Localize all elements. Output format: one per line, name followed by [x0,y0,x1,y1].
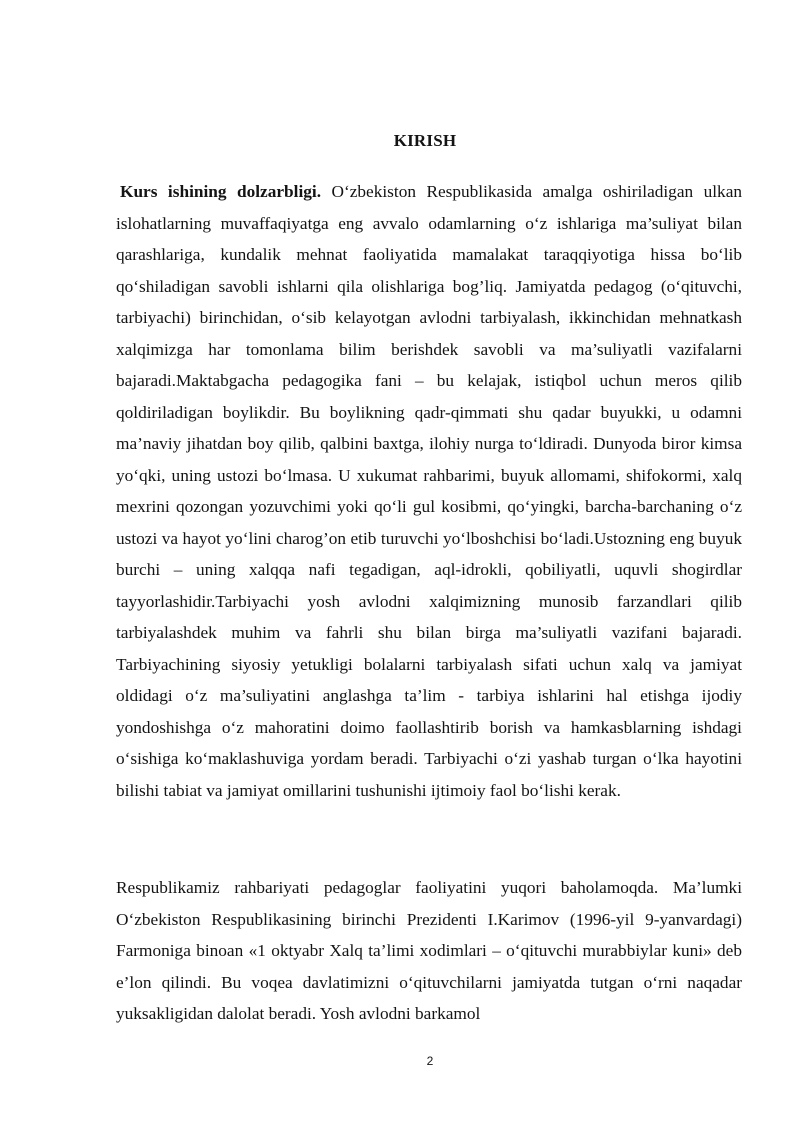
body-paragraph-1 [116,176,742,806]
paragraph-text: O‘zbekiston Respublikasida amalga oshiriladigan ulkan islohatlarning muvaffaqiyatga eng avvalo odamlarning o‘z ishlariga ma’suliyat bilan qarashlariga, kundalik mehnat faoliyatida mamalakat taraqqiyotiga hissa bo‘lib qo‘shiladigan savobli ishlarni qila olishlariga bog’liq. Jamiyatda pedagog (o‘qituvchi, tarbiyachi) birinchidan, o‘sib kelayotgan avlodni tarbiyalash, ikkinchidan mehnatkash xalqimizga har tomonlama bilim berishdek savobli va ma’suliyatli vazifalarni bajaradi.Maktabgacha pedagogika fani – bu kelajak, istiqbol uchun meros qilib qoldiriladigan boylikdir. Bu boylikning qadr-qimmati shu qadar buyukki, u odamni ma’naviy jihatdan boy qilib, qalbini baxtga, ilohiy nurga to‘ldiradi. Dunyoda biror kimsa yo‘qki, uning ustozi bo‘lmasa. U xukumat rahbarimi, buyuk allomami, shifokormi, xalq mexrini qozongan yozuvchimi yoki qo‘li gul kosibmi, qo‘yingki, barcha-barchaning o‘z ustozi va hayot yo‘lini charog’on etib turuvchi yo‘lboshchisi bo‘ladi.Ustozning eng buyuk burchi – uning xalqqa nafi tegadigan, aql-idrokli, qobiliyatli, uquvli shogirdlar tayyorlashidir.Tarbiyachi yosh avlodni xalqimizning munosib farzandlari qilib tarbiyalashdek muhim va fahrli shu bilan birga ma’suliyatli vazifani bajaradi. Tarbiyachining siyosiy yetukligi bolalarni tarbiyalash sifati uchun xalq va jamiyat oldidagi o‘z ma’suliyatini anglashga ta’lim - tarbiya ishlarini hal etishga ijodiy yondoshishga o‘z mahoratini doimo faollashtirib borish va hamkasblarning ishdagi o‘sishiga ko‘maklashuviga yordam beradi. Tarbiyachi o‘zi yashab turgan o‘lka hayotini bilishi tabiat va jamiyat omillarini tushunishi ijtimoiy faol bo‘lishi kerak. [116,182,743,800]
section-title: KIRISH [393,131,457,150]
paragraph-lead: Kurs ishining dolzarbligi. [120,182,322,201]
body-paragraph-2: Respublikamiz rahbariyati pedagoglar faoliyatini yuqori baholamoqda. Ma’lumki O‘zbekiston Respublikasining birinchi Prezidenti I.Karimov (1996-yil 9-yanvardagi) Farmoniga binoan «1 oktyabr Xalq ta’limi xodimlari – o‘qituvchi murabbiylar kuni» deb e’lon qilindi. Bu voqea davlatimizni o‘qituvchilarni jamiyatda tutgan o‘rni naqadar yuksakligidan dalolat beradi. Yosh avlodni barkamol [116,878,742,1023]
page-number: 2 [426,1054,434,1068]
